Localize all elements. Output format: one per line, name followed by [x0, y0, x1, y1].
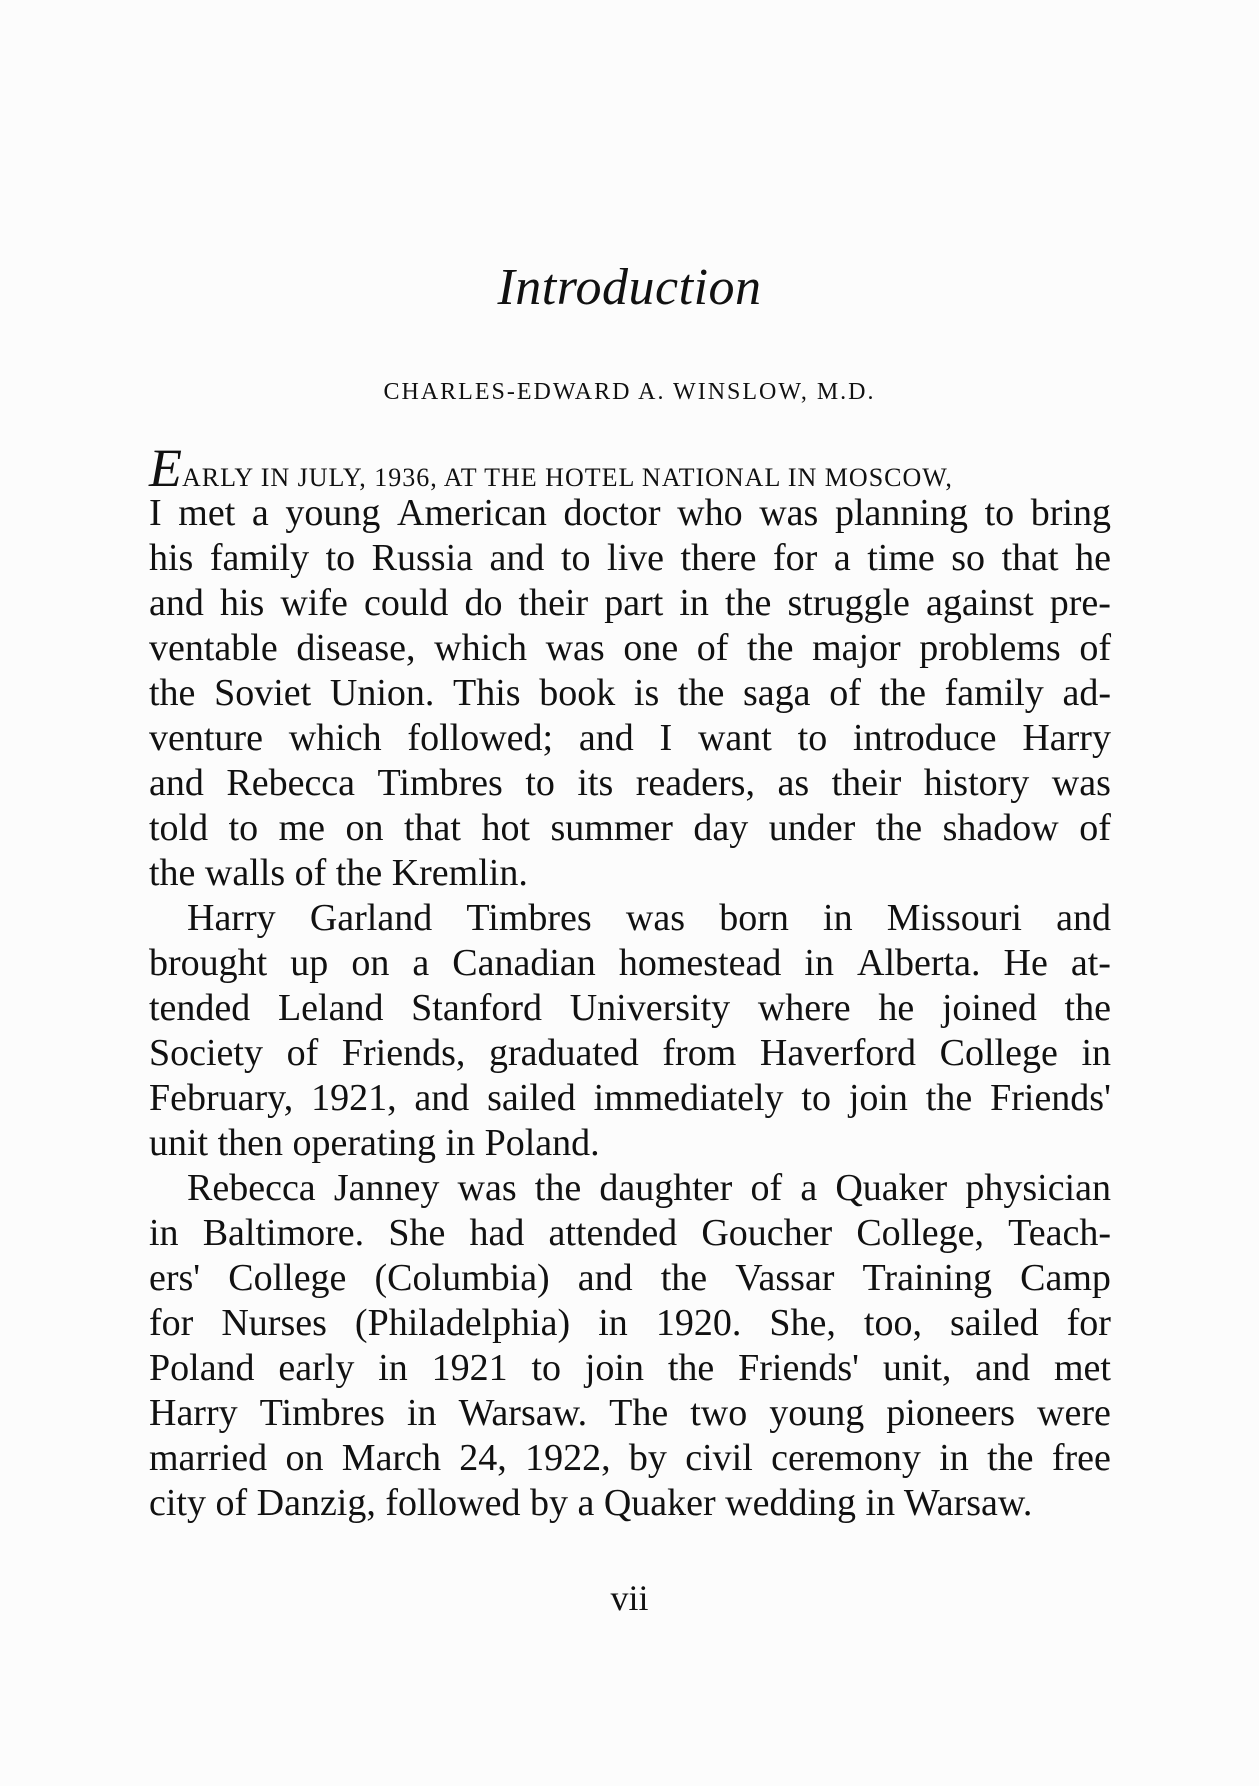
text-line [149, 986, 1111, 1031]
word: under [768, 807, 856, 849]
word: I [149, 492, 162, 534]
word: pioneers [886, 1392, 1016, 1434]
text-line [149, 761, 1111, 806]
word: in [598, 1302, 628, 1344]
text-line [149, 536, 1111, 581]
word: day [693, 807, 749, 849]
word: Baltimore. [202, 1212, 365, 1254]
word: early [278, 1347, 355, 1389]
word: for [772, 537, 818, 579]
word: in [939, 1437, 969, 1479]
word: in [1081, 1032, 1111, 1074]
word: was [625, 897, 685, 939]
word: which [288, 717, 382, 759]
word: is [633, 672, 660, 714]
word: so [951, 537, 986, 579]
word: book [539, 672, 616, 714]
word: at- [1070, 942, 1111, 984]
text-line [149, 1031, 1111, 1076]
page-number: vii [610, 1578, 649, 1618]
word: met [178, 492, 236, 534]
text-line [149, 671, 1111, 716]
word: Friends' [738, 1347, 859, 1389]
word: Rebecca [226, 762, 356, 804]
word: problems [919, 627, 1061, 669]
word: Training [862, 1257, 993, 1299]
word: University [569, 987, 731, 1029]
word: time [867, 537, 935, 579]
word: two [690, 1392, 748, 1434]
word: to [801, 1077, 831, 1119]
opening-small-caps: ARLY IN JULY, 1936, AT THE HOTEL NATIONAL IN MOSCOW, [182, 463, 953, 492]
word: young [285, 492, 381, 534]
word: the [660, 1257, 708, 1299]
word: Timbres [466, 897, 592, 939]
word: Soviet [214, 672, 312, 714]
word: in [823, 897, 853, 939]
word: Haverford [759, 1032, 917, 1074]
word: and [578, 717, 634, 759]
text-line [149, 1391, 1111, 1436]
word: sailed [949, 1302, 1039, 1344]
word: up [290, 942, 329, 984]
text-line [149, 1301, 1111, 1346]
word: which [434, 627, 528, 669]
word: to [797, 717, 828, 759]
word: that [1001, 537, 1059, 579]
word: their [518, 582, 589, 624]
word: Quaker [835, 1167, 948, 1209]
word: family [209, 537, 310, 579]
word: tended [149, 987, 251, 1029]
word: of [750, 1167, 783, 1209]
word: struggle [787, 582, 910, 624]
word: in [407, 1392, 437, 1434]
word: and [577, 1257, 633, 1299]
word: a [800, 1167, 818, 1209]
word: the [875, 807, 923, 849]
text-line [149, 491, 1111, 536]
word: of [696, 627, 729, 669]
text-line [149, 581, 1111, 626]
word: summer [550, 807, 673, 849]
word: Teach- [1008, 1212, 1111, 1254]
word: the [987, 1437, 1034, 1479]
word: 1921 [431, 1347, 508, 1389]
word: to [984, 492, 1015, 534]
word: and [489, 537, 545, 579]
word: on [345, 807, 384, 849]
word: doctor [563, 492, 661, 534]
word: I [659, 717, 673, 759]
word: he [1075, 537, 1111, 579]
word: to [531, 1347, 562, 1389]
word: a [833, 537, 851, 579]
word: the [747, 627, 794, 669]
word: attended [548, 1212, 678, 1254]
word: his [219, 582, 265, 624]
word: graduated [488, 1032, 639, 1074]
text-line [149, 1076, 1111, 1121]
word: was [759, 492, 819, 534]
text-line [149, 1121, 1111, 1166]
word: followed; [407, 717, 554, 759]
word: Harry [187, 897, 276, 939]
word: he [878, 987, 915, 1029]
word: the [925, 1077, 973, 1119]
word: Goucher [701, 1212, 833, 1254]
word: physician [965, 1167, 1111, 1209]
word: to [228, 807, 259, 849]
text-line [149, 626, 1111, 671]
word: ceremony [771, 1437, 921, 1479]
text-line-content: the walls of the Kremlin. [149, 852, 528, 894]
word: do [464, 582, 503, 624]
word: Russia [371, 537, 474, 579]
word: Camp [1020, 1257, 1111, 1299]
word: the [879, 672, 926, 714]
word: their [831, 762, 902, 804]
word: of [829, 672, 861, 714]
word: Timbres [259, 1392, 385, 1434]
word: 1920. [655, 1302, 742, 1344]
word: on [285, 1437, 324, 1479]
text-line [149, 851, 1111, 896]
chapter-title: Introduction [497, 259, 762, 316]
word: College [228, 1257, 347, 1299]
word: that [404, 807, 461, 849]
word: in [804, 942, 834, 984]
word: and [149, 582, 204, 624]
word: had [469, 1212, 525, 1254]
word: the [149, 672, 196, 714]
word: February, [149, 1077, 294, 1119]
word: part [604, 582, 664, 624]
word: the [534, 1167, 582, 1209]
text-line-content: city of Danzig, followed by a Quaker wedding in Warsaw. [149, 1482, 1033, 1524]
word: civil [685, 1437, 753, 1479]
word: Canadian [452, 942, 596, 984]
word: (Philadelphia) [354, 1302, 571, 1344]
word: for [149, 1302, 194, 1344]
word: who [677, 492, 743, 534]
word: live [607, 537, 664, 579]
word: This [453, 672, 521, 714]
text-line [149, 806, 1111, 851]
word: American [397, 492, 547, 534]
text-line-content: unit then operating in Poland. [149, 1122, 600, 1164]
word: met [1054, 1347, 1111, 1389]
word: his [149, 537, 194, 579]
text-line [149, 1481, 1111, 1526]
word: for [1066, 1302, 1111, 1344]
word: me [278, 807, 326, 849]
word: married [149, 1437, 268, 1479]
word: its [577, 762, 614, 804]
word: to [560, 537, 591, 579]
word: Warsaw. [458, 1392, 588, 1434]
word: Harry [149, 1392, 238, 1434]
word: Poland [149, 1347, 255, 1389]
word: the [667, 1347, 715, 1389]
word: Friends, [341, 1032, 466, 1074]
word: Vassar [735, 1257, 835, 1299]
word: born [719, 897, 789, 939]
word: against [925, 582, 1034, 624]
word: of [1079, 627, 1111, 669]
word: Union. [329, 672, 435, 714]
word: and [1056, 897, 1111, 939]
word: of [286, 1032, 319, 1074]
word: on [351, 942, 390, 984]
word: and [975, 1347, 1031, 1389]
word: Leland [277, 987, 384, 1029]
word: was [1051, 762, 1111, 804]
word: want [697, 717, 772, 759]
word: Alberta. [857, 942, 981, 984]
word: in [679, 582, 709, 624]
drop-cap: E [149, 438, 182, 498]
body-text [149, 438, 1111, 1526]
word: one [623, 627, 679, 669]
word: College [939, 1032, 1058, 1074]
word: too, [863, 1302, 922, 1344]
word: Garland [309, 897, 433, 939]
word: ad- [1062, 672, 1111, 714]
word: Society [149, 1032, 263, 1074]
word: in [378, 1347, 408, 1389]
author-byline: CHARLES-EDWARD A. WINSLOW, M.D. [383, 379, 876, 405]
word: Missouri [886, 897, 1022, 939]
word: The [609, 1392, 669, 1434]
word: College, [856, 1212, 985, 1254]
word: shadow [942, 807, 1059, 849]
word: could [363, 582, 449, 624]
word: from [662, 1032, 737, 1074]
text-line [149, 716, 1111, 761]
word: brought [149, 942, 268, 984]
word: the [677, 672, 725, 714]
word: history [923, 762, 1030, 804]
word: join [584, 1347, 644, 1389]
word: Rebecca [187, 1167, 316, 1209]
word: bring [1030, 492, 1111, 534]
word: was [457, 1167, 517, 1209]
word: 1922, [525, 1437, 611, 1479]
opening-line [149, 438, 1111, 498]
word: free [1051, 1437, 1111, 1479]
word: (Columbia) [374, 1257, 550, 1299]
word: homestead [618, 942, 782, 984]
word: unit, [882, 1347, 952, 1389]
word: young [769, 1392, 865, 1434]
word: major [812, 627, 901, 669]
word: was [545, 627, 605, 669]
word: wife [280, 582, 348, 624]
word: Nurses [221, 1302, 327, 1344]
word: and [149, 762, 204, 804]
word: 24, [459, 1437, 507, 1479]
word: daughter [599, 1167, 733, 1209]
word: ventable [149, 627, 278, 669]
word: She [388, 1212, 446, 1254]
text-line [149, 1436, 1111, 1481]
word: there [680, 537, 757, 579]
word: by [628, 1437, 667, 1479]
word: ers' [149, 1257, 201, 1299]
word: in [149, 1212, 179, 1254]
word: and [414, 1077, 470, 1119]
text-line [149, 1346, 1111, 1391]
word: saga [743, 672, 811, 714]
word: readers, [635, 762, 755, 804]
text-line [149, 1211, 1111, 1256]
word: Timbres [377, 762, 503, 804]
word: venture [149, 717, 263, 759]
word: immediately [593, 1077, 784, 1119]
word: March [341, 1437, 441, 1479]
word: as [777, 762, 810, 804]
text-line [149, 941, 1111, 986]
word: sailed [487, 1077, 576, 1119]
word: He [1003, 942, 1048, 984]
word: Stanford [411, 987, 543, 1029]
word: 1921, [311, 1077, 397, 1119]
word: join [848, 1077, 908, 1119]
word: pre- [1049, 582, 1111, 624]
word: to [325, 537, 356, 579]
word: disease, [296, 627, 416, 669]
opening-text [149, 438, 953, 498]
word: the [724, 582, 772, 624]
word: told [149, 807, 209, 849]
word: hot [481, 807, 531, 849]
word: joined [941, 987, 1037, 1029]
word: the [1064, 987, 1111, 1029]
word: where [757, 987, 851, 1029]
word: introduce [853, 717, 997, 759]
word: Janney [333, 1167, 440, 1209]
text-line [149, 896, 1111, 941]
word: a [251, 492, 269, 534]
word: to [525, 762, 555, 804]
word: Harry [1022, 717, 1111, 759]
text-line [149, 1166, 1111, 1211]
word: She, [769, 1302, 836, 1344]
word: planning [834, 492, 968, 534]
text-line [149, 1256, 1111, 1301]
word: of [1079, 807, 1111, 849]
word: Friends' [990, 1077, 1111, 1119]
word: were [1037, 1392, 1111, 1434]
word: a [412, 942, 430, 984]
word: family [944, 672, 1044, 714]
